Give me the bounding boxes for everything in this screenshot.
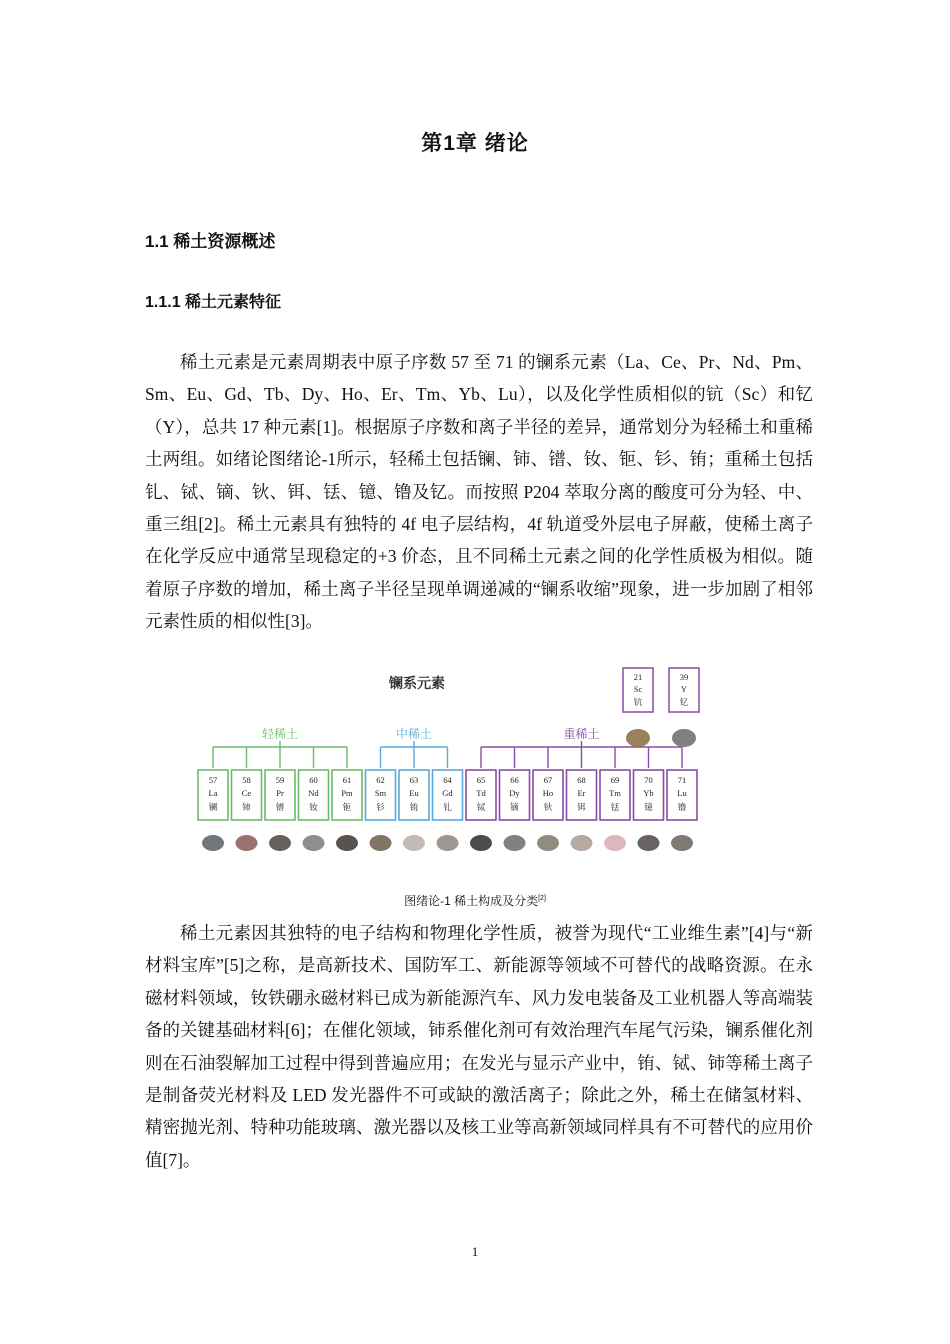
element-name: 钪 [633,697,643,707]
element-symbol: Ho [542,788,554,798]
group-bracket-medium [381,741,448,768]
element-name: 铽 [476,802,486,812]
figure-caption-text: 图绪论-1 稀土构成及分类 [404,894,539,908]
element-name: 镝 [510,802,519,812]
group-bracket-heavy [481,741,682,768]
element-sample-image [403,835,425,851]
element-name: 钷 [342,802,352,812]
element-number: 57 [208,775,218,785]
paragraph-rare-earth-applications: 稀土元素因其独特的电子结构和物理化学性质，被誉为现代“工业维生素”[4]与“新材料宝库”[5]之称，是高新技术、国防军工、新能源等领域不可替代的战略资源。在永磁材料领域，钕铁硼永磁材料已成为新能源汽车、风力发电装备及工业机器人等高端装备的关键基础材料[6]；在催化领域，铈系催化剂可有效治理汽车尾气污染，镧系催化剂则在石油裂解加工过程中得到普遍应用；在发光与显示产业中，铕、铽、铈等稀土离子是制备荧光材料及 LED 发光器件不可或缺的激活离子；除此之外，稀土在储氢材料、精密抛光剂、特种功能玻璃、激光器以及核工业等高新领域同样具有不可替代的应用价值[7]。 [145,923,813,1170]
element-symbol: Ce [241,788,252,798]
element-number: 67 [543,775,553,785]
element-symbol: Nd [308,788,319,798]
element-symbol: Tm [609,788,621,798]
element-name: 镱 [644,802,653,812]
element-name: 镥 [677,802,687,812]
element-symbol: Gd [442,788,453,798]
element-symbol: La [208,788,218,798]
element-sample-image [236,835,258,851]
element-number: 69 [610,775,620,785]
element-symbol: Lu [677,788,687,798]
element-number: 68 [577,775,586,785]
element-sample-image [626,729,650,747]
figure-title: 镧系元素 [389,675,445,691]
element-name: 镧 [208,802,218,812]
element-number: 21 [633,672,643,682]
element-sample-image [470,835,492,851]
group-label-heavy: 重稀土 [563,727,600,741]
element-number: 64 [443,775,452,785]
element-number: 65 [476,775,486,785]
element-sample-image [370,835,392,851]
element-symbol: Er [577,788,586,798]
paragraph-rare-earth-characteristics: 稀土元素是元素周期表中原子序数 57 至 71 的镧系元素（La、Ce、Pr、Nd、Pm、Sm、Eu、Gd、Tb、Dy、Ho、Er、Tm、Yb、Lu），以及化学性质相似的钪（Sc）和钇（Y），总共 17 种元素[1]。根据原子序数和离子半径的差异，通常划分为轻稀土和重稀土两组。如绪论图绪论-1所示，轻稀土包括镧、铈、镨、钕、钷、钐、铕；重稀土包括钆、铽、镝、钬、铒、铥、镱、镥及钇。而按照 P204 萃取分离的酸度可分为轻、中、重三组[2]。稀土元素具有独特的 4f 电子层结构，4f 轨道受外层电子屏蔽，使稀土离子在化学反应中通常呈现稳定的+3 价态，且不同稀土元素之间的化学性质极为相似。随着原子序数的增加，稀土离子半径呈现单调递减的“镧系收缩”现象，进一步加剧了相邻元素性质的相似性[3]。 [145,352,813,632]
element-symbol: Yb [643,788,654,798]
rare-earth-classification-figure [190,662,710,867]
element-sample-image [604,835,626,851]
element-number: 66 [510,775,519,785]
element-sample-image [671,835,693,851]
element-name: 钕 [309,802,318,812]
element-name: 钇 [679,697,689,707]
element-name: 镨 [275,802,285,812]
element-sample-image [638,835,660,851]
element-sample-image [571,835,593,851]
element-sample-image [437,835,459,851]
element-number: 61 [342,775,352,785]
element-number: 70 [644,775,653,785]
element-number: 71 [677,775,687,785]
element-symbol: Dy [509,788,520,798]
element-symbol: Sc [633,684,643,694]
element-number: 62 [376,775,385,785]
element-sample-image [537,835,559,851]
element-sample-image [504,835,526,851]
element-number: 39 [679,672,689,682]
element-sample-image [303,835,325,851]
group-label-light: 轻稀土 [261,727,299,741]
element-number: 58 [242,775,251,785]
element-name: 铈 [242,802,251,812]
chapter-title: 第1章 绪论 [421,132,529,155]
element-name: 钐 [376,802,385,812]
element-sample-image [269,835,291,851]
element-number: 60 [309,775,318,785]
subsection-heading: 1.1.1 稀土元素特征 [145,294,282,311]
element-number: 59 [275,775,285,785]
section-heading: 1.1 稀土资源概述 [145,232,276,251]
element-name: 铕 [409,802,419,812]
element-name: 铥 [610,802,620,812]
element-name: 铒 [577,802,586,812]
element-name: 钆 [443,802,452,812]
figure-caption-ref: [2] [538,895,546,902]
figure-svg [190,662,710,867]
figure-caption [0,892,950,909]
element-sample-image [202,835,224,851]
element-sample-image [336,835,358,851]
element-number: 63 [409,775,419,785]
element-symbol: Pr [276,788,284,798]
element-symbol: Y [680,684,688,694]
group-bracket-light [213,741,347,768]
group-label-medium: 中稀土 [395,727,433,741]
element-symbol: Td [476,788,486,798]
page-number: 1 [471,1244,479,1259]
element-symbol: Eu [409,788,419,798]
element-sample-image [672,729,696,747]
element-name: 钬 [543,802,553,812]
element-symbol: Sm [374,788,387,798]
element-symbol: Pm [341,788,353,798]
